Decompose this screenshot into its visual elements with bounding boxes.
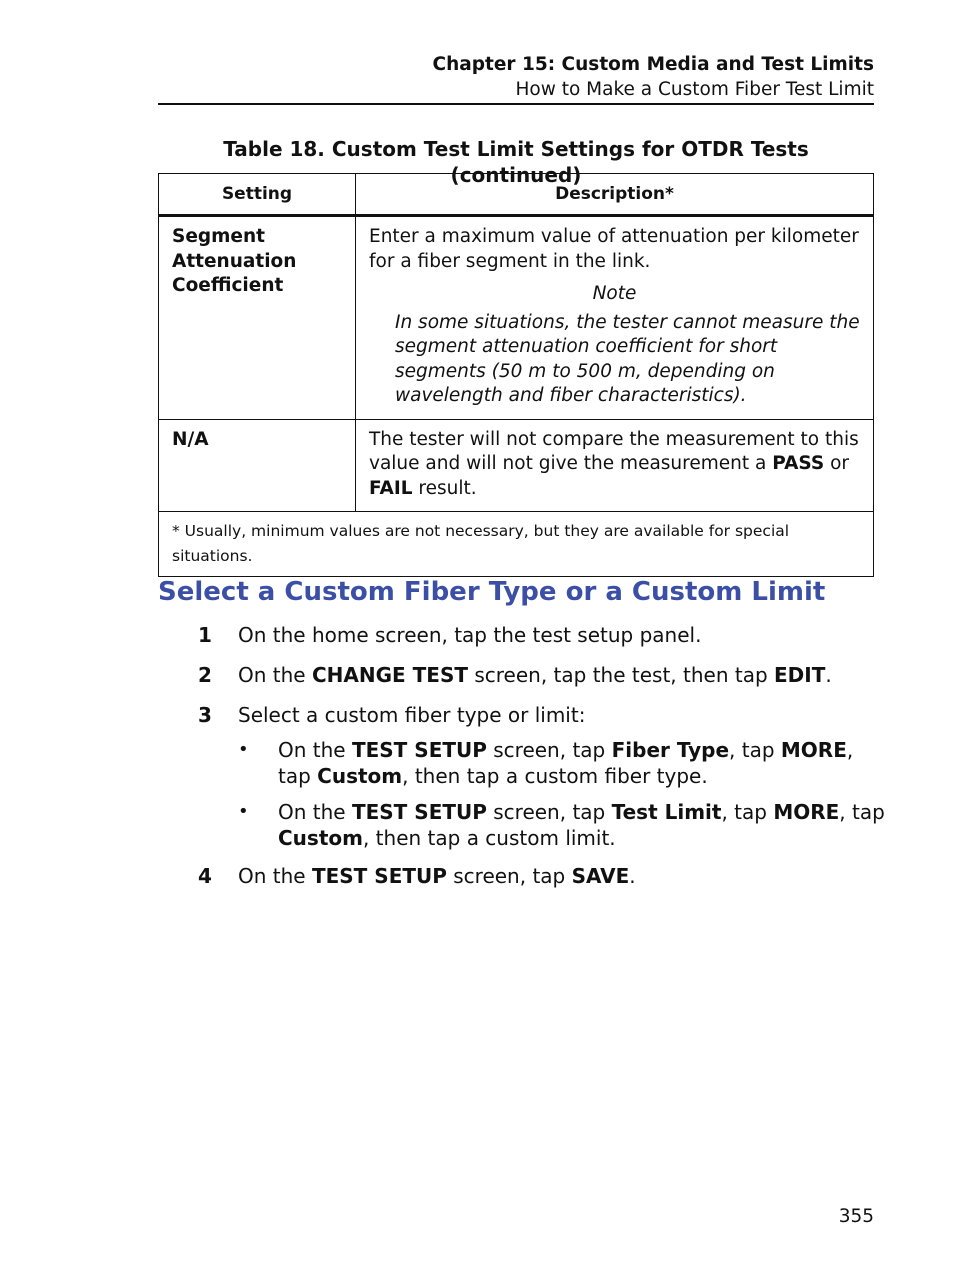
table-caption: Table 18. Custom Test Limit Settings for OTDR Tests (continued) [223,137,809,187]
fail-label: FAIL [369,477,413,499]
step-text: Select a custom fiber type or limit: [238,703,586,727]
bullet-item [238,799,888,851]
setting-line: Coefficient [172,275,284,296]
setting-cell: N/A [159,419,356,512]
page-number: 355 [838,1206,874,1227]
table-footnote: * Usually, minimum values are not necessary, but they are available for special situations. [159,512,874,577]
step-number: 1 [198,623,212,647]
table-row [159,419,874,512]
description-cell [356,216,874,420]
setting-line: Attenuation [172,250,297,272]
step-3-options [238,737,888,851]
step-text: On the CHANGE TEST screen, tap the test, then tap EDIT. [238,663,832,687]
step-2 [198,662,888,688]
note-text: In some situations, the tester cannot measure the segment attenuation coefficient for short segments (50 m to 500 m, depending on wavelength and fiber characteristics). [395,311,860,406]
procedure-steps [198,622,888,903]
table-footnote-row [159,512,874,577]
description-text: The tester will not compare the measurement to this value and will not give the measurement a [369,428,859,474]
description-text: or [824,453,850,474]
column-header-setting: Setting [159,174,356,216]
step-text: On the TEST SETUP screen, tap SAVE. [238,864,636,888]
pass-label: PASS [772,453,825,474]
bullet-text: On the TEST SETUP screen, tap Test Limit, tap MORE, tap Custom, then tap a custom limit. [278,800,885,850]
section-title: How to Make a Custom Fiber Test Limit [515,79,874,100]
description-text: result. [412,477,477,499]
step-3 [198,702,888,728]
step-number: 2 [198,663,212,687]
step-number: 4 [198,864,212,888]
bullet-text: On the TEST SETUP screen, tap Fiber Type, tap MORE, tap Custom, then tap a custom fiber type. [278,738,854,788]
step-text: On the home screen, tap the test setup panel. [238,623,702,647]
bullet-item [238,737,888,789]
table-header-row [159,174,874,216]
running-header [433,53,874,103]
setting-line: Segment [172,226,265,247]
bullet-icon: • [238,739,249,760]
description-cell [356,419,874,512]
note-label: Note [592,283,637,304]
column-header-description: Description* [356,174,874,216]
table-row [159,216,874,420]
step-number: 3 [198,703,212,727]
chapter-title: Chapter 15: Custom Media and Test Limits [432,54,874,75]
limits-table [158,173,874,577]
description-text: Enter a maximum value of attenuation per kilometer for a fiber segment in the link. [369,226,859,272]
header-rule [158,103,874,105]
bullet-icon: • [238,801,249,822]
setting-cell [159,216,356,420]
step-1 [198,622,888,648]
section-heading: Select a Custom Fiber Type or a Custom Limit [158,577,826,607]
step-4 [198,863,888,889]
